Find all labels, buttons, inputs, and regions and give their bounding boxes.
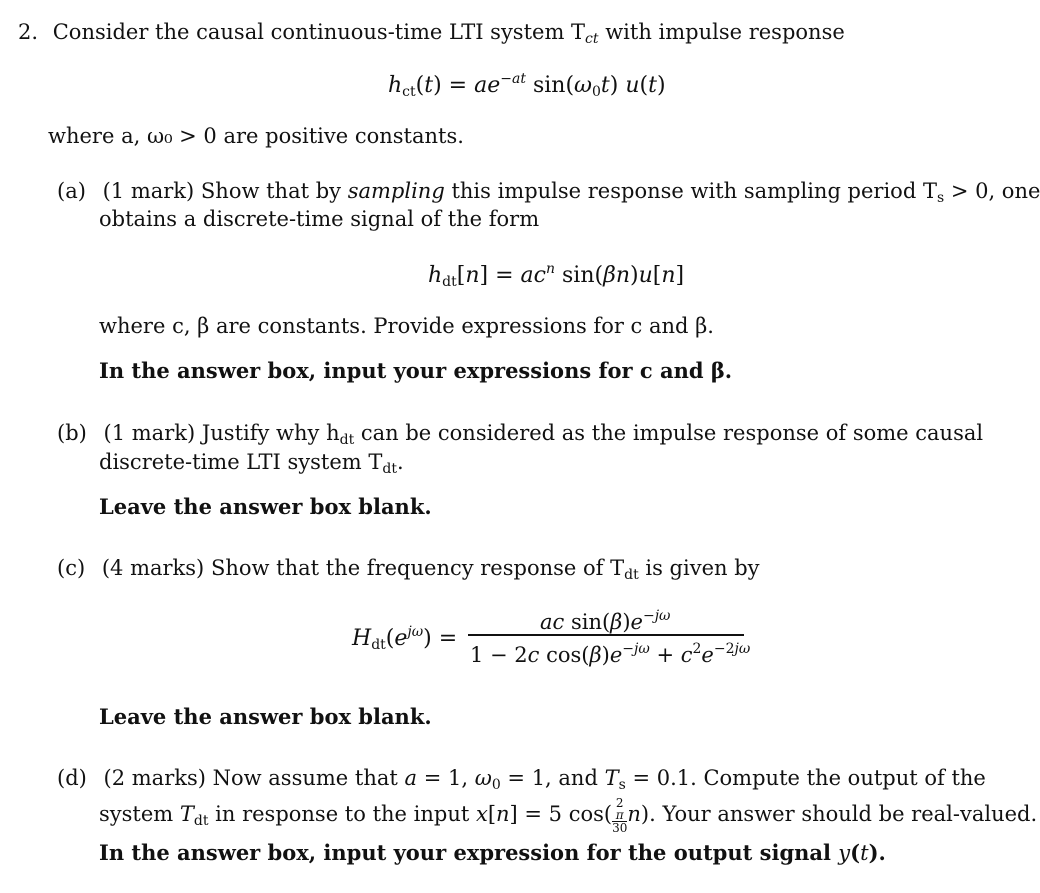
equation-H-dt-lhs: $H_{dt}(e^{j\omega})$ = [352, 624, 458, 653]
part-c-instruction: Leave the answer box blank. [99, 704, 432, 729]
part-c-marks: (4 marks) [101, 556, 205, 580]
part-a-line-1: (a) (1 mark) Show that by sampling this impulse response with sampling period $T_s > 0$, one [57, 179, 1040, 206]
part-b-line-1: (b) (1 mark) Justify why $h_{dt}$ can be considered as the impulse response of some causal [57, 421, 984, 448]
part-a-line-2: obtains a discrete-time signal of the form [99, 207, 540, 231]
problem-number: 2. [18, 20, 39, 44]
part-d-line-2: system $T_{dt}$ in response to the input x[n] = 5 cos( 2 π 30 n). Your answer should be real-valued. [99, 796, 1038, 835]
part-a-where-text: where c, β are constants. Provide expressions for c and β. [99, 314, 714, 338]
part-b-label: (b) [57, 421, 87, 445]
equation-fraction-bar [468, 634, 744, 636]
part-d-line-1: (d) (2 marks) Now assume that a = 1, $\omega_0 = 1$, and $T_s = 0.1$. Compute the output of the [57, 766, 986, 793]
problem-intro: Consider the causal continuous-time LTI system T [52, 20, 586, 44]
part-a-instruction: In the answer box, input your expressions for c and β. [99, 358, 733, 383]
part-c-line-1: (c) (4 marks) Show that the frequency response of $T_{dt}$ is given by [57, 556, 760, 583]
equation-h-dt: $h_{dt}[n] = ac^n$ sin(βn)u[n] [428, 261, 685, 290]
part-a-label: (a) [57, 179, 86, 203]
part-b-instruction: Leave the answer box blank. [99, 494, 432, 519]
part-a-marks: (1 mark) [102, 179, 195, 203]
part-d-label: (d) [57, 766, 87, 790]
problem-intro-line: 2. Consider the causal continuous-time LTI system $T_{ct}$ with impulse response [18, 20, 845, 47]
equation-h-ct: $h_{ct}(t) = ae^{-at}$ $\sin(\omega_0t)$ u(t) [388, 71, 666, 100]
problem-where-text: where a, ω₀ > 0 are positive constants. [48, 124, 464, 148]
part-d-instruction: In the answer box, input your expression for the output signal y(t). [99, 840, 886, 865]
part-c-label: (c) [57, 556, 86, 580]
equation-H-dt-denominator: 1 − 2c $\cos(\beta)e^{-j\omega} + c^2e^{-2j\omega}$ [470, 641, 751, 667]
part-d-marks: (2 marks) [103, 766, 206, 790]
equation-H-dt-numerator: ac $\sin(\beta)e^{-j\omega}$ [540, 608, 671, 634]
part-b-marks: (1 mark) [103, 421, 196, 445]
part-b-line-2: discrete-time LTI system $T_{dt}$. [99, 450, 404, 477]
